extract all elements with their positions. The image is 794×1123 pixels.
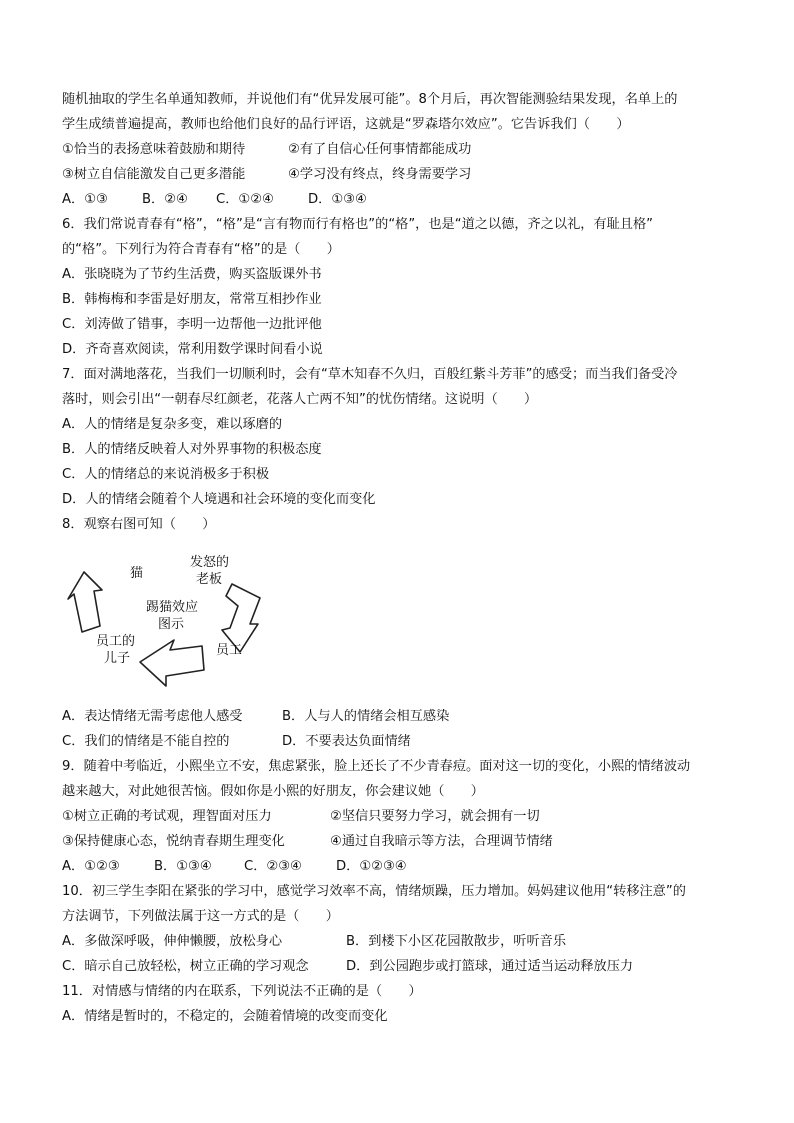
q9-item-1: ①树立正确的考试观，理智面对压力 [62,809,272,824]
q6-option-d: D．齐奇喜欢阅读，常利用数学课时间看小说 [62,342,323,357]
label-cat: 猫 [130,566,144,581]
q8-choice-a: A．表达情绪无需考虑他人感受 [62,709,243,724]
label-center-1: 踢猫效应 [146,600,199,615]
q5-item-4: ④学习没有终点，终身需要学习 [288,167,472,182]
q10-choice-c: C．暗示自己放轻松，树立正确的学习观念 [62,959,309,974]
label-son-1: 员工的 [96,634,136,649]
q6-stem-line-2: 的“格”。下列行为符合青春有“格”的是（ ） [62,242,340,257]
q5-item-1: ①恰当的表扬意味着鼓励和期待 [62,142,246,157]
q5-choice-c: C．①②④ [216,192,274,207]
cycle-arrow-bottom-icon [140,640,204,686]
q9-stem-line-2: 越来越大，对此她很苦恼。假如你是小熙的好朋友，你会建议她（ ） [62,784,484,799]
q7-option-d: D．人的情绪会随着个人境遇和社会环境的变化而变化 [62,492,376,507]
label-center-2: 图示 [158,617,185,632]
q10-choice-d: D．到公园跑步或打篮球，通过适当运动释放压力 [346,959,634,974]
q5-stem-line-1: 随机抽取的学生名单通知教师，并说他们有“优异发展可能”。8个月后，再次智能测验结果发现，名单上的 [62,92,678,107]
label-employee: 员工 [216,643,243,658]
q5-choice-b: B．②④ [142,192,188,207]
q7-option-a: A．人的情绪是复杂多变，难以琢磨的 [62,417,283,432]
q10-choice-b: B．到楼下小区花园散散步，听听音乐 [346,934,567,949]
q7-option-c: C．人的情绪总的来说消极多于积极 [62,467,270,482]
q8-stem: 8．观察右图可知（ ） [62,517,216,532]
cycle-arrow-right-icon [222,584,260,652]
q5-stem-line-2: 学生成绩普遍提高，教师也给他们良好的品行评语，这就是“罗森塔尔效应”。它告诉我们（ ） [62,117,630,132]
q7-stem-line-2: 落时，则会引出“一朝春尽红颜老，花落人亡两不知”的忧伤情绪。这说明（ ） [62,392,538,407]
q7-option-b: B．人的情绪反映着人对外界事物的积极态度 [62,442,322,457]
q10-stem-line-1: 10．初三学生李阳在紧张的学习中，感觉学习效率不高，情绪烦躁，压力增加。妈妈建议他用“转移注意”的 [62,884,686,899]
q9-item-3: ③保持健康心态，悦纳青春期生理变化 [62,834,285,849]
q5-choice-a: A．①③ [62,192,108,207]
kick-the-cat-diagram [62,548,292,696]
q6-stem-line-1: 6．我们常说青春有“格”，“格”是“言有物而行有格也”的“格”，也是“道之以德，齐之以礼，有耻且格” [62,217,654,232]
q10-stem-line-2: 方法调节，下列做法属于这一方式的是（ ） [62,909,339,924]
q8-choice-b: B．人与人的情绪会相互感染 [282,709,450,724]
q9-item-4: ④通过自我暗示等方法，合理调节情绪 [330,834,553,849]
q11-option-a: A．情绪是暂时的，不稳定的，会随着情境的改变而变化 [62,1009,388,1024]
q7-stem-line-1: 7．面对满地落花，当我们一切顺利时，会有“草木知春不久归，百般红紫斗芳菲”的感受；而当我们备受冷 [62,367,678,382]
q6-option-a: A．张晓晓为了节约生活费，购买盗版课外书 [62,267,322,282]
q9-item-2: ②坚信只要努力学习，就会拥有一切 [330,809,540,824]
q5-choice-d: D．①③④ [308,192,367,207]
label-boss-1: 发怒的 [190,555,230,570]
q9-choice-b: B．①③④ [154,859,212,874]
q6-option-c: C．刘涛做了错事，李明一边帮他一边批评他 [62,317,322,332]
q5-item-2: ②有了自信心任何事情都能成功 [288,142,472,157]
label-boss-2: 老板 [196,572,223,587]
q9-choice-d: D．①②③④ [336,859,407,874]
label-son-2: 儿子 [104,651,131,666]
q9-stem-line-1: 9．随着中考临近，小熙坐立不安，焦虑紧张，脸上还长了不少青春痘。面对这一切的变化，小熙的情绪波动 [62,759,691,774]
q8-choice-d: D．不要表达负面情绪 [282,734,411,749]
q9-choice-c: C．②③④ [244,859,302,874]
q8-choice-c: C．我们的情绪是不能自控的 [62,734,230,749]
cycle-arrow-up-icon [68,572,102,632]
q11-stem: 11．对情感与情绪的内在联系，下列说法不正确的是（ ） [62,984,422,999]
q5-item-3: ③树立自信能激发自己更多潜能 [62,167,246,182]
q6-option-b: B．韩梅梅和李雷是好朋友，常常互相抄作业 [62,292,322,307]
q9-choice-a: A．①②③ [62,859,120,874]
q10-choice-a: A．多做深呼吸，伸伸懒腰，放松身心 [62,934,283,949]
